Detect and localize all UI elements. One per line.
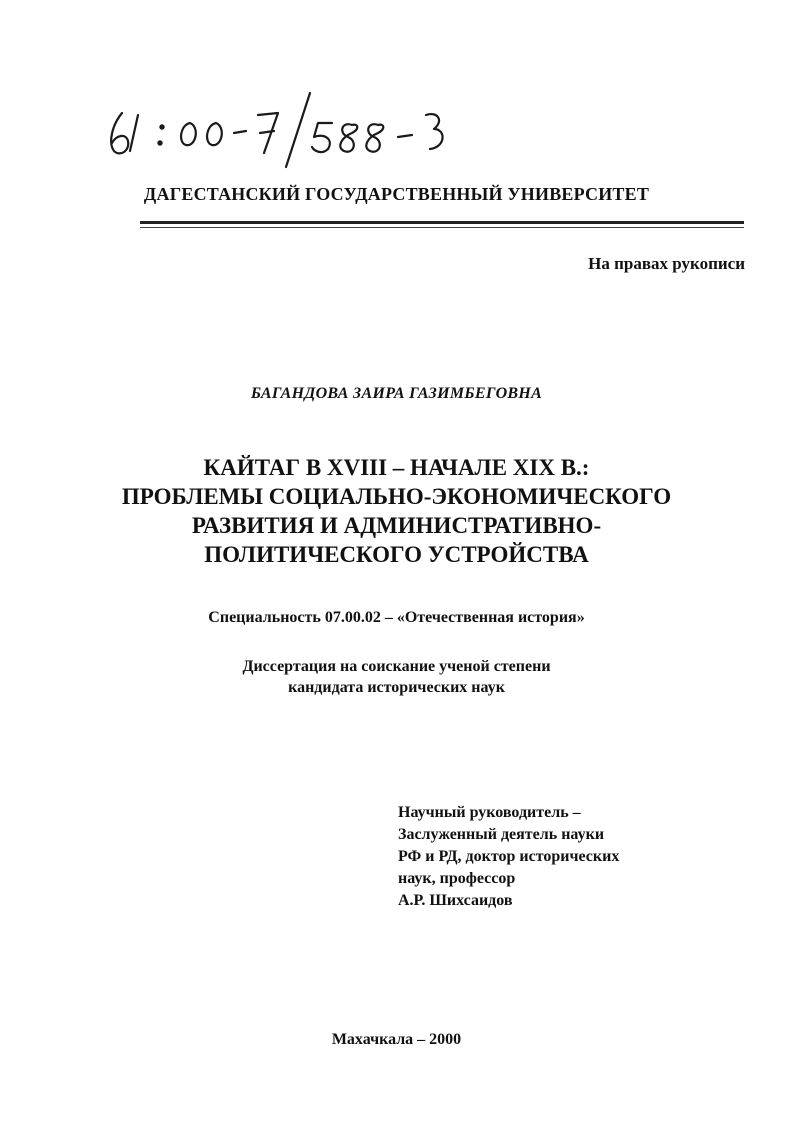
title-line: КАЙТАГ В XVIII – НАЧАЛЕ XIX В.: (203, 455, 590, 480)
specialty: Специальность 07.00.02 – «Отечественная история» (208, 609, 585, 626)
handwritten-catalogue-number (100, 85, 480, 175)
title-line: ПОЛИТИЧЕСКОГО УСТРОЙСТВА (204, 542, 589, 567)
author-name: БАГАНДОВА ЗАИРА ГАЗИМБЕГОВНА (250, 385, 543, 402)
title-line: ПРОБЛЕМЫ СОЦИАЛЬНО-ЭКОНОМИЧЕСКОГО (121, 484, 672, 509)
supervisor-line: Научный руководитель – (398, 804, 581, 821)
supervisor-name: А.Р. Шихсаидов (398, 892, 513, 909)
divider-thin (140, 227, 744, 228)
degree-statement (0, 656, 793, 698)
title-line: РАЗВИТИЯ И АДМИНИСТРАТИВНО- (191, 513, 602, 538)
dissertation-title (0, 453, 793, 569)
divider-thick (140, 221, 744, 224)
manuscript-note: На правах рукописи (588, 254, 745, 273)
city-year: Махачкала – 2000 (331, 1031, 462, 1048)
university-name: ДАГЕСТАНСКИЙ ГОСУДАРСТВЕННЫЙ УНИВЕРСИТЕТ (143, 184, 650, 204)
supervisor-line: РФ и РД, доктор исторических (398, 848, 620, 865)
supervisor-line: Заслуженный деятель науки (398, 826, 605, 843)
degree-line: Диссертация на соискание ученой степени (242, 658, 551, 675)
degree-line: кандидата исторических наук (288, 679, 505, 696)
scientific-supervisor (398, 802, 619, 912)
supervisor-line: наук, профессор (398, 870, 516, 887)
